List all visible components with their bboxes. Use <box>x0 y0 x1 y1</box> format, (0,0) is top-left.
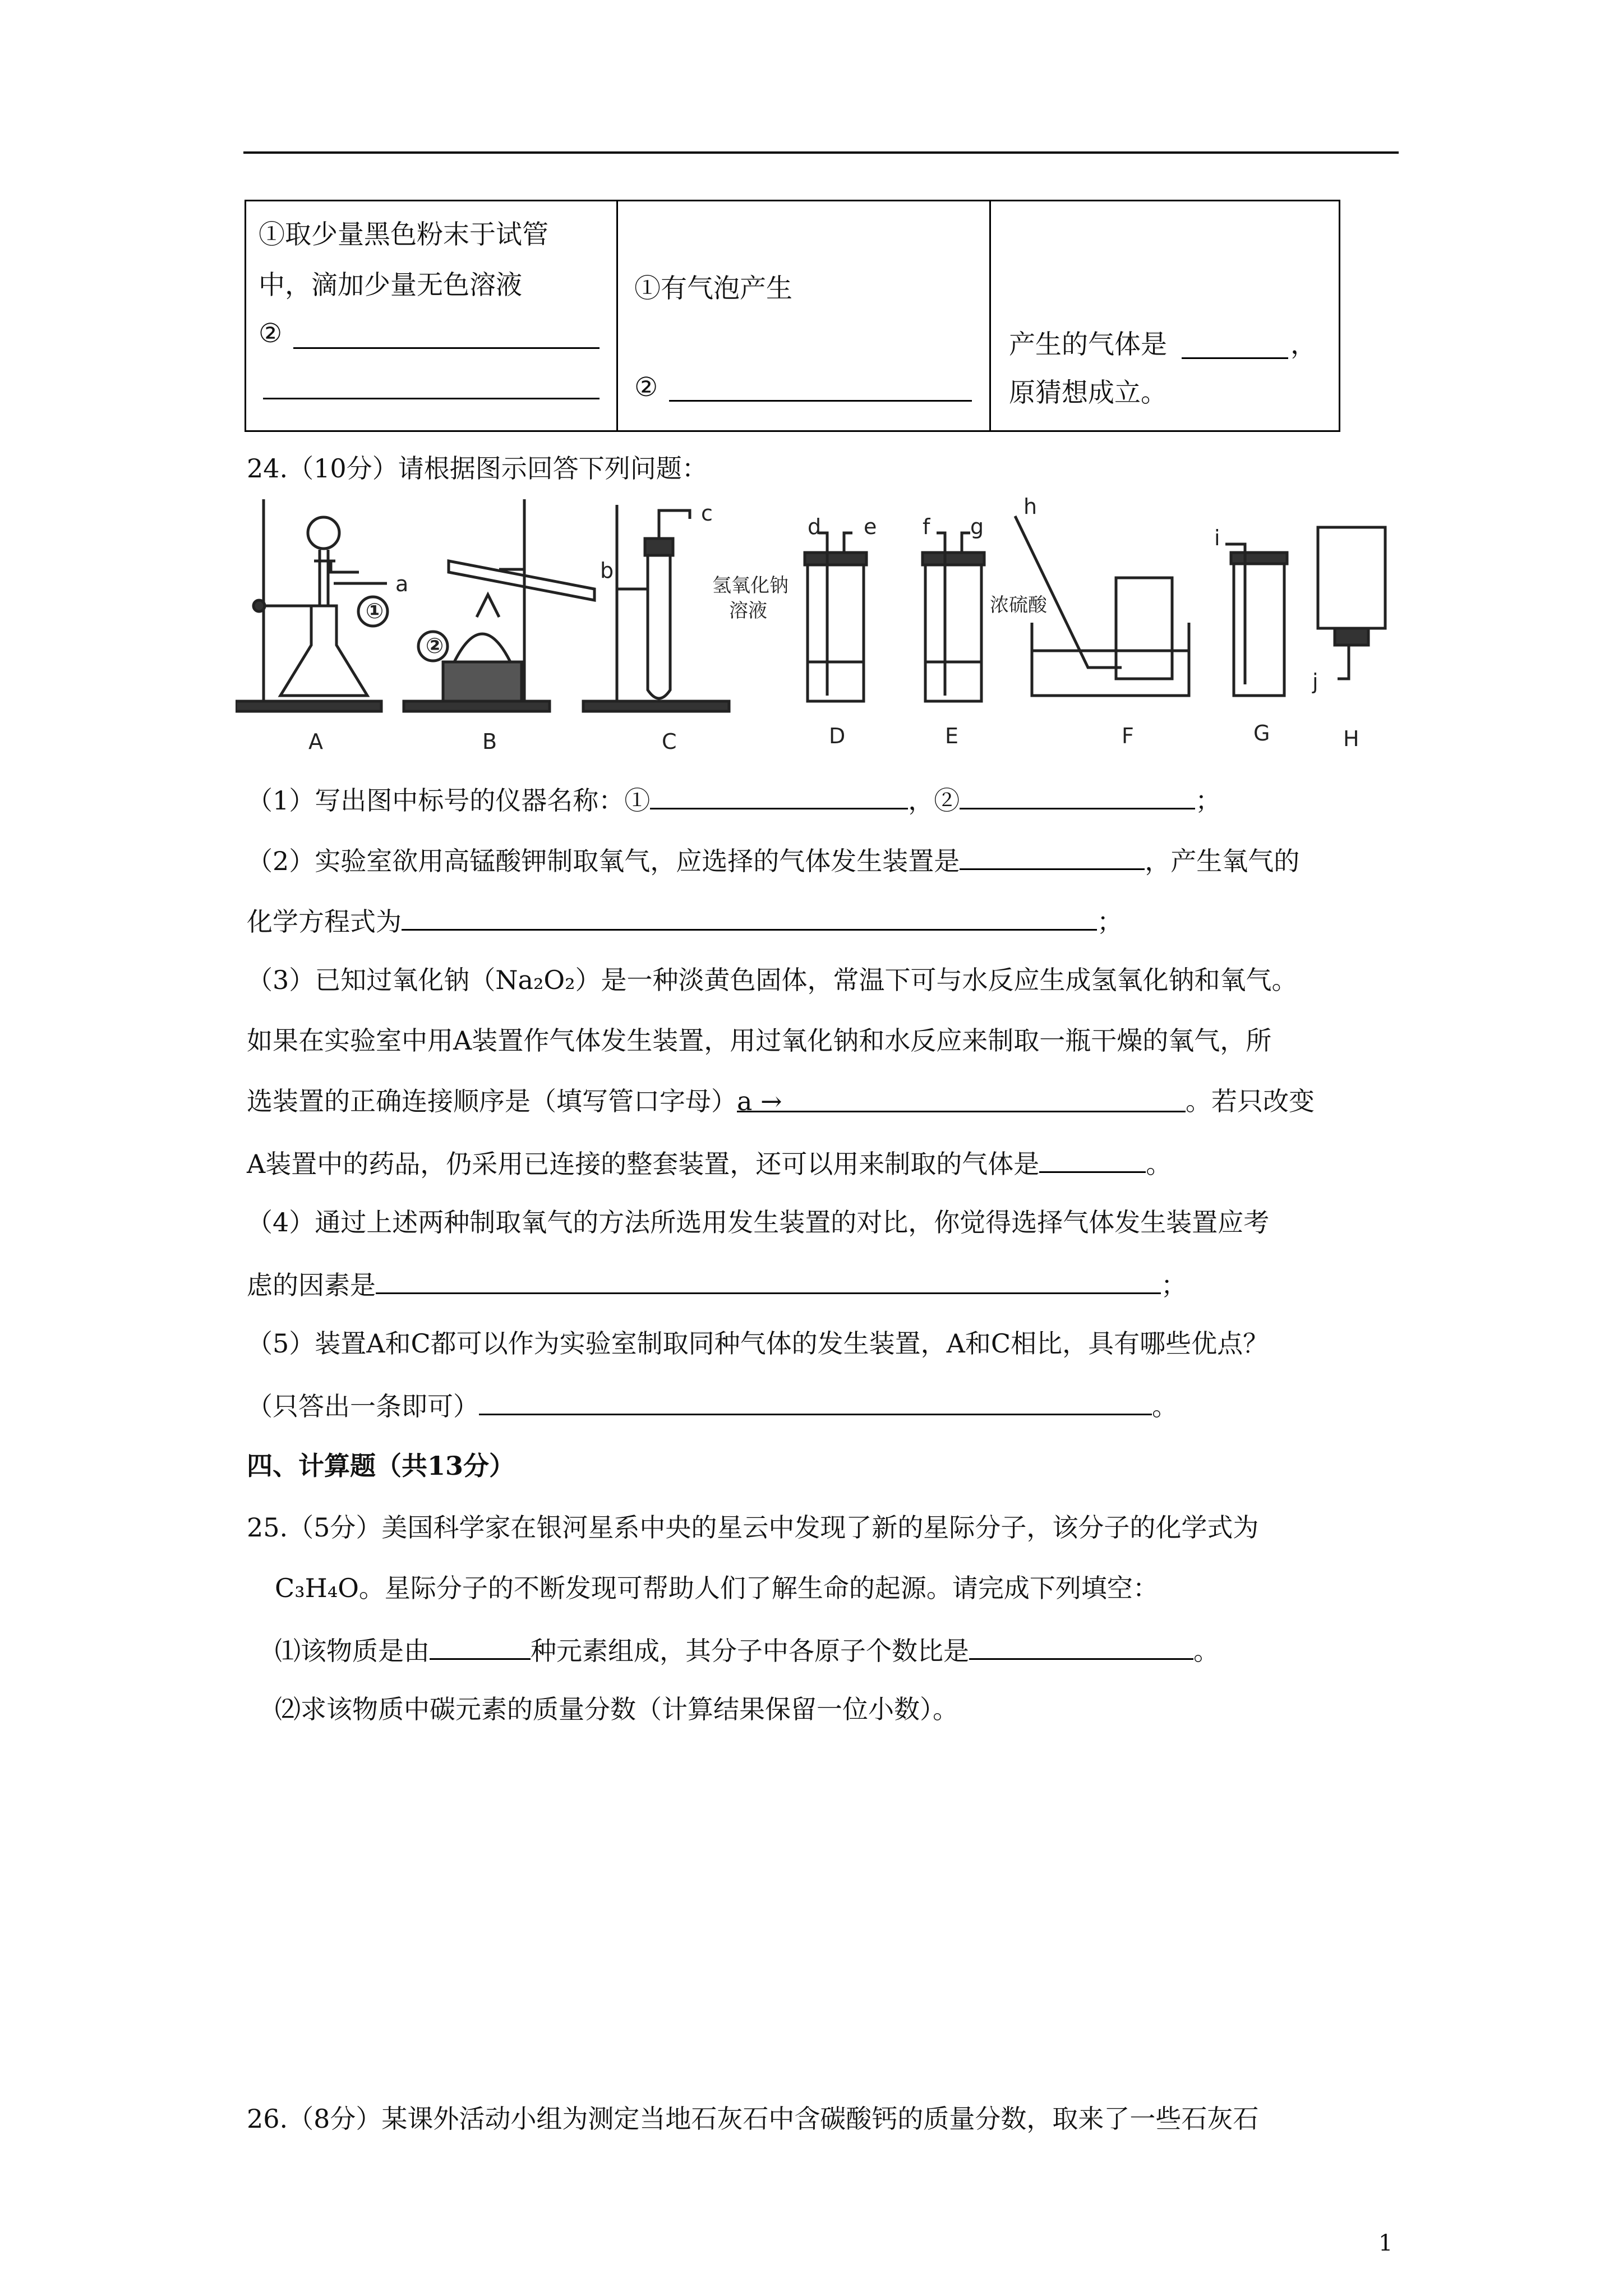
apparatus-G <box>1225 544 1287 696</box>
q24-part3-text: 选装置的正确连接顺序是（填写管口字母） <box>247 1086 737 1116</box>
letter-A: A <box>308 729 323 754</box>
port-g: g <box>970 514 984 539</box>
q24-part2-line1 <box>247 846 1299 874</box>
q24-blank-advantage[interactable] <box>479 1391 1152 1415</box>
q24-part1-text: （1）写出图中标号的仪器名称：① <box>247 785 651 816</box>
q24-part5-end: 。 <box>1152 1391 1178 1421</box>
table-col-phenomenon <box>616 201 991 430</box>
table-cell-step-line2: 中，滴加少量无色溶液 <box>259 270 522 301</box>
q24-part5-line2 <box>247 1391 1178 1419</box>
apparatus-H <box>1318 527 1385 679</box>
q25-blank-ratio[interactable] <box>969 1636 1193 1660</box>
table-cell-phenomenon-line1: ①有气泡产生 <box>634 273 792 304</box>
apparatus-figure <box>236 494 1402 757</box>
q24-part4-end: ； <box>1161 1270 1187 1300</box>
page-number: 1 <box>1378 2230 1393 2256</box>
table-cell-conclusion-line1: 产生的气体是 <box>1009 329 1167 360</box>
q24-part2-text2: ，产生氧气的 <box>1145 846 1300 876</box>
mark-1: ① <box>366 599 384 623</box>
table-blank-gas[interactable] <box>1182 357 1288 359</box>
q24-part3-line2: 如果在实验室中用A装置作气体发生装置，用过氧化钠和水反应来制取一瓶干燥的氧气，所 <box>247 1025 1272 1056</box>
q24-part3-line1: （3）已知过氧化钠（Na₂O₂）是一种淡黄色固体，常温下可与水反应生成氢氧化钠和氧气。 <box>247 965 1298 995</box>
table-cell-step-line1: ①取少量黑色粉末于试管 <box>259 219 548 250</box>
q24-part3-text3: A装置中的药品，仍采用已连接的整套装置，还可以用来制取的气体是 <box>247 1149 1040 1179</box>
q24-part4-line2 <box>247 1270 1187 1298</box>
q24-part1 <box>247 785 1221 816</box>
q24-connection-start: a → <box>737 1086 782 1116</box>
q24-blank-equation[interactable] <box>402 907 1097 931</box>
letter-G: G <box>1253 721 1270 746</box>
apparatus-B <box>404 499 594 711</box>
port-b: b <box>600 558 614 583</box>
table-cell-step-line3: ② <box>259 318 283 349</box>
q25-line2: C₃H₄O。星际分子的不断发现可帮助人们了解生命的起源。请完成下列填空： <box>275 1573 1159 1603</box>
q25-part1 <box>275 1636 1219 1664</box>
q24-part3-line4 <box>247 1149 1172 1177</box>
section4-title: 四、计算题（共13分） <box>247 1451 515 1481</box>
q24-part1-end: ； <box>1195 785 1221 816</box>
q25-part1-end: 。 <box>1193 1636 1219 1666</box>
port-e: e <box>864 514 877 539</box>
header-rule <box>243 151 1399 154</box>
q24-part2-end: ； <box>1097 907 1123 937</box>
q24-heading: 24.（10分）请根据图示回答下列问题： <box>247 453 708 484</box>
q24-part3-line3 <box>247 1088 1315 1114</box>
apparatus-A <box>236 499 387 711</box>
port-c: c <box>701 501 713 526</box>
letter-F: F <box>1122 724 1134 748</box>
label-h2so4: 浓硫酸 <box>990 594 1047 616</box>
q25-part2: ⑵求该物质中碳元素的质量分数（计算结果保留一位小数）。 <box>275 1694 958 1724</box>
q24-part4-line1: （4）通过上述两种制取氧气的方法所选用发生装置的对比，你觉得选择气体发生装置应考 <box>247 1207 1270 1237</box>
q24-blank-instrument2[interactable] <box>960 785 1195 809</box>
q24-blank-factors[interactable] <box>376 1270 1161 1294</box>
apparatus-C <box>583 505 729 711</box>
q24-part3-text2: 。若只改变 <box>1186 1086 1315 1116</box>
q25-blank-elements[interactable] <box>430 1636 531 1660</box>
letter-D: D <box>829 724 846 748</box>
table-blank-step-2[interactable] <box>263 398 600 399</box>
letter-C: C <box>662 729 677 754</box>
table-cell-conclusion-line2: 原猜想成立。 <box>1009 378 1167 408</box>
mark-2: ② <box>426 633 444 658</box>
q24-part2-line2 <box>247 907 1123 935</box>
table-cell-phenomenon-line2: ② <box>634 372 658 403</box>
port-i: i <box>1214 526 1220 550</box>
q25-part1-text: ⑴该物质是由 <box>275 1636 430 1666</box>
label-naoh-1: 氢氧化钠 <box>712 574 789 597</box>
label-naoh-2: 溶液 <box>729 600 767 622</box>
q24-part5-line1: （5）装置A和C都可以作为实验室制取同种气体的发生装置，A和C相比，具有哪些优点？ <box>247 1328 1269 1359</box>
q24-blank-connection[interactable] <box>737 1086 1186 1116</box>
port-a: a <box>395 572 409 596</box>
table-comma: ， <box>1290 329 1317 360</box>
q26-line1: 26.（8分）某课外活动小组为测定当地石灰石中含碳酸钙的质量分数，取来了一些石灰石 <box>247 2104 1259 2134</box>
q24-part4-text: 虑的因素是 <box>247 1270 376 1300</box>
letter-B: B <box>482 729 497 754</box>
experiment-table <box>245 200 1340 432</box>
apparatus-D <box>805 533 866 701</box>
apparatus-svg <box>236 494 1402 757</box>
q24-part1-sep: ，② <box>908 785 960 816</box>
q24-blank-other-gas[interactable] <box>1039 1149 1146 1173</box>
q24-part2-text3: 化学方程式为 <box>247 907 402 937</box>
q25-line1: 25.（5分）美国科学家在银河星系中央的星云中发现了新的星际分子，该分子的化学式为 <box>247 1512 1259 1543</box>
letter-H: H <box>1343 726 1359 751</box>
q24-part2-text: （2）实验室欲用高锰酸钾制取氧气，应选择的气体发生装置是 <box>247 846 960 876</box>
q24-blank-generator[interactable] <box>960 846 1145 870</box>
q24-part5-text: （只答出一条即可） <box>247 1391 479 1421</box>
port-d: d <box>808 514 822 539</box>
port-j: j <box>1312 669 1318 694</box>
q25-part1-text2: 种元素组成，其分子中各原子个数比是 <box>531 1636 969 1666</box>
apparatus-E <box>923 533 984 701</box>
q24-part3-end: 。 <box>1146 1149 1172 1179</box>
q24-blank-instrument1[interactable] <box>650 785 908 809</box>
letter-E: E <box>945 724 959 748</box>
table-blank-step-1[interactable] <box>293 347 600 349</box>
port-f: f <box>923 514 930 539</box>
port-h: h <box>1023 494 1038 519</box>
table-blank-phenomenon[interactable] <box>669 400 972 402</box>
